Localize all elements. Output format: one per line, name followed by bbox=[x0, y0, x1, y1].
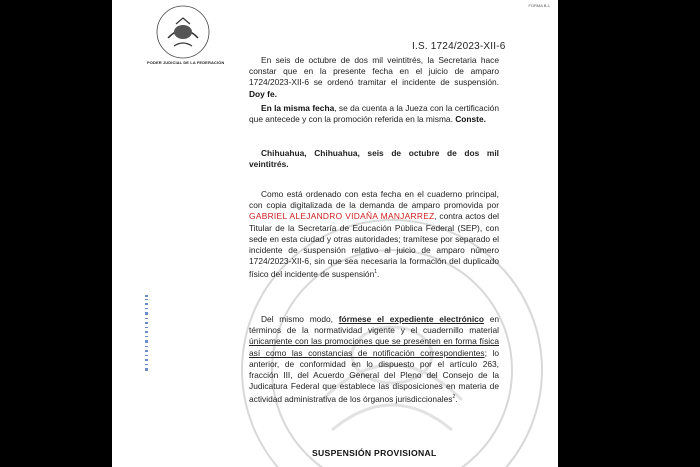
complainant-name: GABRIEL ALEJANDRO VIDAÑA MANJARREZ bbox=[249, 211, 435, 222]
paragraph-tramitese: Como está ordenado con esta fecha en el cuaderno principal, con copia digitalizada de la demanda de amparo promovida por GABRIEL ALEJANDRO VIDAÑA MANJARREZ, contra actos del Titular de la Secretaría de Educación Pública Federal (SEP), con sede en esta ciudad y otras autoridades; tramítese por separado el incidente de suspensión relativo al juicio de amparo número 1724/2023-XII-6, sin que sea necesaria la formación del duplicado físico del incidente de suspensión$^1$. bbox=[249, 189, 499, 280]
seal-caption: PODER JUDICIAL DE LA FEDERACIÓN bbox=[147, 60, 225, 65]
section-title: SUSPENSIÓN PROVISIONAL bbox=[312, 448, 437, 458]
paragraph-certification: En seis de octubre de dos mil veintitrés, la Secretaria hace constar que en la presente fecha en el juicio de amparo 1724/2023-XII-6 se ordenó tramitar el incidente de suspensión. Doy fe. bbox=[249, 55, 499, 99]
margin-stamp bbox=[144, 295, 150, 373]
coat-of-arms-seal bbox=[154, 4, 212, 60]
form-code: FORMA B-1 bbox=[528, 3, 550, 8]
paragraph-expediente-electronico: Del mismo modo, fórmese el expediente electrónico en términos de la normatividad vigente y el cuadernillo material únicamente con las promociones que se presenten en forma física así como las constancias de notificación correspondientes; lo anterior, de conformidad en lo dispuesto por el artículo 263, fracción III, del Acuerdo General del Pleno del Consejo de la Judicatura Federal que establece las disposiciones en materia de actividad administrativa de los órganos jurisdiccionales$^2$. bbox=[249, 314, 500, 405]
paragraph-place-date: Chihuahua, Chihuahua, seis de octubre de dos mil veintitrés. bbox=[249, 148, 499, 170]
case-number: I.S. 1724/2023-XII-6 bbox=[412, 41, 506, 52]
document-page bbox=[112, 0, 558, 467]
paragraph-dar-cuenta: En la misma fecha, se da cuenta a la Jueza con la certificación que antecede y con la promoción referida en la misma. Conste. bbox=[249, 103, 499, 125]
